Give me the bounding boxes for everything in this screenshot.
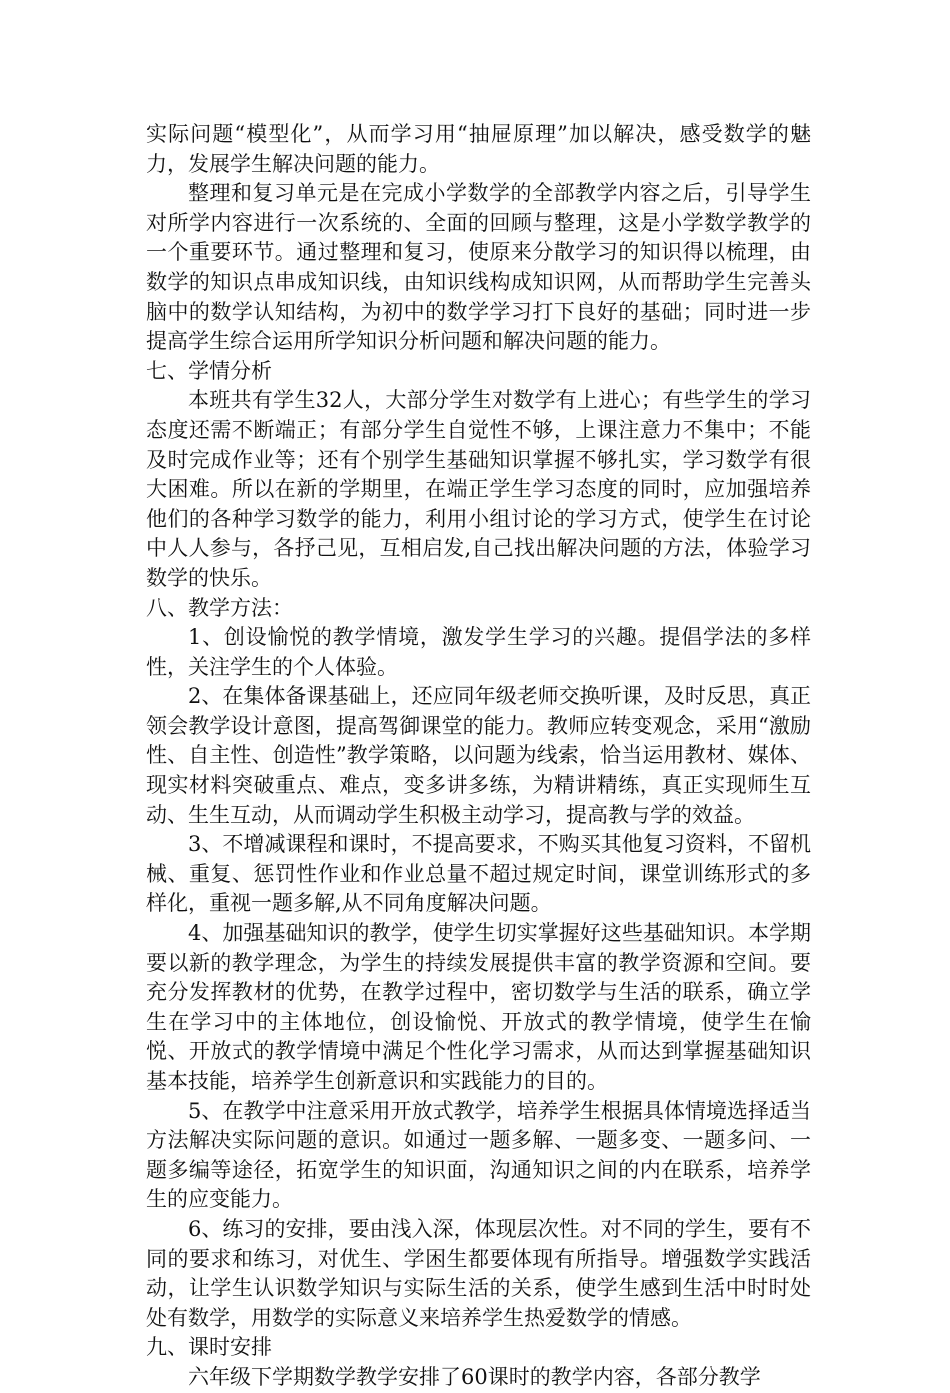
- section-heading-student-analysis: 七、学情分析: [146, 358, 272, 383]
- paragraph-review-unit: 整理和复习单元是在完成小学数学的全部教学内容之后，引导学生对所学内容进行一次系统的、全面的回顾与整理，这是小学数学教学的一个重要环节。通过整理和复习，使原来分散学习的知识得以梳理，由数学的知识点串成知识线，由知识线构成知识网，从而帮助学生完善头脑中的数学认知结构，为初中的数学学习打下良好的基础；同时进一步提高学生综合运用所学知识分析问题和解决问题的能力。: [146, 181, 811, 354]
- paragraph-method-2: 2、在集体备课基础上，还应同年级老师交换听课，及时反思，真正领会教学设计意图，提高驾御课堂的能力。教师应转变观念，采用“激励性、自主性、创造性”教学策略，以问题为线索，恰当运用教材、媒体、现实材料突破重点、难点，变多讲多练，为精讲精练，真正实现师生互动、生生互动，从而调动学生积极主动学习，提高教与学的效益。: [146, 684, 811, 827]
- paragraph-method-3: 3、不增减课程和课时，不提高要求，不购买其他复习资料，不留机械、重复、惩罚性作业和作业总量不超过规定时间，课堂训练形式的多样化，重视一题多解,从不同角度解决问题。: [146, 832, 811, 916]
- section-heading-teaching-methods: 八、教学方法：: [146, 595, 293, 620]
- paragraph-method-4: 4、加强基础知识的教学，使学生切实掌握好这些基础知识。本学期要以新的教学理念，为学生的持续发展提供丰富的教学资源和空间。要充分发挥教材的优势，在教学过程中，密切数学与生活的联系，确立学生在学习中的主体地位，创设愉悦、开放式的教学情境，使学生在愉悦、开放式的教学情境中满足个性化学习需求，从而达到掌握基础知识基本技能，培养学生创新意识和实践能力的目的。: [146, 921, 811, 1093]
- paragraph-method-6: 6、练习的安排，要由浅入深，体现层次性。对不同的学生，要有不同的要求和练习，对优生、学困生都要体现有所指导。增强数学实践活动，让学生认识数学知识与实际生活的关系，使学生感到生活中时时处处有数学，用数学的实际意义来培养学生热爱数学的情感。: [146, 1216, 811, 1330]
- paragraph-student-analysis: 本班共有学生32人，大部分学生对数学有上进心；有些学生的学习态度还需不断端正；有部分学生自觉性不够，上课注意力不集中；不能及时完成作业等；还有个别学生基础知识掌握不够扎实，学习数学有很大困难。所以在新的学期里，在端正学生学习态度的同时，应加强培养他们的各种学习数学的能力，利用小组讨论的学习方式，使学生在讨论中人人参与，各抒己见，互相启发,自己找出解决问题的方法，体验学习数学的快乐。: [146, 388, 811, 590]
- paragraph-method-5: 5、在教学中注意采用开放式教学，培养学生根据具体情境选择适当方法解决实际问题的意识。如通过一题多解、一题多变、一题多问、一题多编等途径，拓宽学生的知识面，沟通知识之间的内在联系，培养学生的应变能力。: [146, 1098, 811, 1212]
- paragraph-method-1: 1、创设愉悦的教学情境，激发学生学习的兴趣。提倡学法的多样性，关注学生的个人体验。: [146, 625, 811, 679]
- paragraph-schedule: 六年级下学期数学教学安排了60课时的教学内容，各部分教学: [188, 1364, 761, 1389]
- paragraph-continuation: 实际问题“模型化”，从而学习用“抽屉原理”加以解决，感受数学的魅力，发展学生解决问题的能力。: [146, 122, 811, 176]
- section-heading-schedule: 九、课时安排: [146, 1335, 272, 1360]
- document-body: [146, 120, 811, 1393]
